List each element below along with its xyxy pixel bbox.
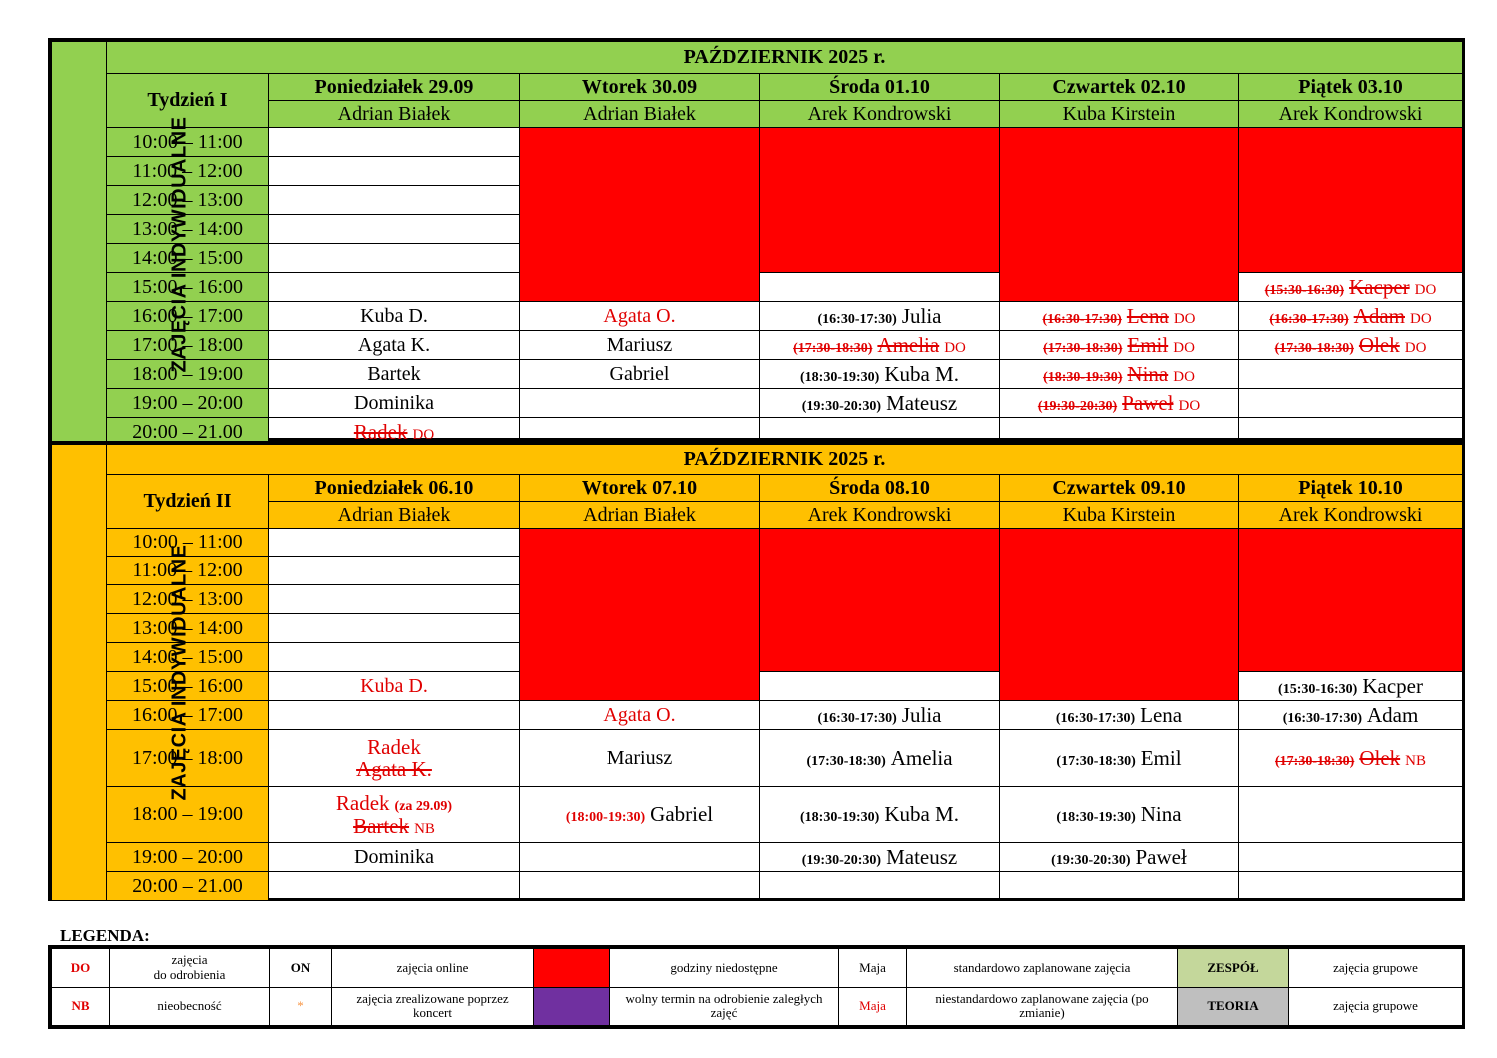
- lesson-cell: Kuba D.: [269, 672, 520, 701]
- lesson-cell: Radek DO: [269, 418, 520, 447]
- lesson-cell: (18:00-19:30) Gabriel: [520, 787, 760, 843]
- unavailable-cell: [760, 529, 1000, 672]
- legend-nb-key: NB: [52, 987, 110, 1026]
- slot-cell: [269, 157, 520, 186]
- time-slot: 20:00 – 21.00: [107, 418, 269, 447]
- lesson-cell: Dominika: [269, 843, 520, 872]
- slot-cell: [520, 389, 760, 418]
- lesson-cell: Mariusz: [520, 331, 760, 360]
- slot-cell: [269, 244, 520, 273]
- lesson-cell: (17:30-18:30) Emil DO: [1000, 331, 1239, 360]
- slot-cell: [760, 672, 1000, 701]
- day-header: Środa 01.10: [760, 74, 1000, 101]
- time-slot: 11:00 – 12:00: [107, 557, 269, 585]
- day-header: Wtorek 30.09: [520, 74, 760, 101]
- slot-cell: [1239, 872, 1463, 901]
- teacher-name: Adrian Białek: [269, 502, 520, 529]
- lesson-cell: Agata K.: [269, 331, 520, 360]
- lesson-cell: (15:30-16:30) Kacper: [1239, 672, 1463, 701]
- time-slot: 20:00 – 21.00: [107, 872, 269, 901]
- week-label: Tydzień I: [107, 74, 269, 128]
- legend-zespol-desc: zajęcia grupowe: [1289, 949, 1463, 988]
- lesson-cell: Radek Agata K.: [269, 730, 520, 787]
- slot-cell: [269, 529, 520, 557]
- lesson-cell: (17:30-18:30) Amelia: [760, 730, 1000, 787]
- slot-cell: [520, 872, 760, 901]
- slot-cell: [1239, 843, 1463, 872]
- unavailable-cell: [1000, 529, 1239, 701]
- teacher-name: Kuba Kirstein: [1000, 502, 1239, 529]
- week-1-schedule: [48, 38, 1465, 444]
- slot-cell: [269, 585, 520, 614]
- lesson-cell: (16:30-17:30) Julia: [760, 701, 1000, 730]
- day-header: Środa 08.10: [760, 475, 1000, 502]
- legend-do-desc: zajęcia do odrobienia: [110, 949, 270, 988]
- lesson-cell: (17:30-18:30) Olek NB: [1239, 730, 1463, 787]
- lesson-cell: Agata O.: [520, 701, 760, 730]
- lesson-cell: (16:30-17:30) Lena DO: [1000, 302, 1239, 331]
- legend-red-desc: godziny niedostępne: [610, 949, 839, 988]
- slot-cell: [269, 643, 520, 672]
- legend-purple-desc: wolny termin na odrobienie zaległych zajęć: [610, 987, 839, 1026]
- lesson-cell: (16:30-17:30) Adam: [1239, 701, 1463, 730]
- legend: [48, 945, 1465, 1029]
- day-header: Czwartek 02.10: [1000, 74, 1239, 101]
- teacher-name: Arek Kondrowski: [1239, 502, 1463, 529]
- day-header: Czwartek 09.10: [1000, 475, 1239, 502]
- time-slot: 15:00 – 16:00: [107, 273, 269, 302]
- slot-cell: (15:30-16:30) Kacper DO: [1239, 273, 1463, 302]
- lesson-cell: Bartek: [269, 360, 520, 389]
- slot-cell: [269, 186, 520, 215]
- week-2-schedule: [48, 441, 1465, 901]
- day-header: Poniedziałek 29.09: [269, 74, 520, 101]
- legend-maja-red-key: Maja: [839, 987, 907, 1026]
- lesson-cell: (18:30-19:30) Kuba M.: [760, 360, 1000, 389]
- unavailable-cell: [760, 128, 1000, 273]
- slot-cell: [269, 614, 520, 643]
- time-slot: 10:00 – 11:00: [107, 529, 269, 557]
- time-slot: 14:00 – 15:00: [107, 244, 269, 273]
- unavailable-cell: [520, 529, 760, 701]
- time-slot: 17:00 – 18:00: [107, 730, 269, 787]
- lesson-cell: Agata O.: [520, 302, 760, 331]
- lesson-cell: (19:30-20:30) Mateusz: [760, 843, 1000, 872]
- legend-nb-desc: nieobecność: [110, 987, 270, 1026]
- legend-on-key: ON: [270, 949, 332, 988]
- slot-cell: [269, 128, 520, 157]
- legend-maja-red-desc: niestandardowo zaplanowane zajęcia (po zmianie): [907, 987, 1178, 1026]
- time-slot: 19:00 – 20:00: [107, 843, 269, 872]
- legend-maja-key: Maja: [839, 949, 907, 988]
- legend-teoria-key: TEORIA: [1178, 987, 1289, 1026]
- slot-cell: [760, 273, 1000, 302]
- lesson-cell: (18:30-19:30) Nina: [1000, 787, 1239, 843]
- time-slot: 17:00 – 18:00: [107, 331, 269, 360]
- side-label: ZAJĘCIA INDYWIDUALNE: [52, 445, 107, 901]
- unavailable-cell: [520, 128, 760, 302]
- time-slot: 11:00 – 12:00: [107, 157, 269, 186]
- lesson-cell: (19:30-20:30) Paweł DO: [1000, 389, 1239, 418]
- day-header: Poniedziałek 06.10: [269, 475, 520, 502]
- teacher-name: Arek Kondrowski: [1239, 101, 1463, 128]
- time-slot: 18:00 – 19:00: [107, 360, 269, 389]
- teacher-name: Adrian Białek: [520, 502, 760, 529]
- time-slot: 13:00 – 14:00: [107, 614, 269, 643]
- slot-cell: [269, 557, 520, 585]
- time-slot: 14:00 – 15:00: [107, 643, 269, 672]
- time-slot: 16:00 – 17:00: [107, 302, 269, 331]
- slot-cell: [520, 843, 760, 872]
- lesson-cell: (16:30-17:30) Adam DO: [1239, 302, 1463, 331]
- lesson-cell: Mariusz: [520, 730, 760, 787]
- legend-teoria-desc: zajęcia grupowe: [1289, 987, 1463, 1026]
- slot-cell: [1239, 389, 1463, 418]
- lesson-cell: (16:30-17:30) Lena: [1000, 701, 1239, 730]
- time-slot: 13:00 – 14:00: [107, 215, 269, 244]
- legend-star-desc: zajęcia zrealizowane poprzez koncert: [332, 987, 534, 1026]
- slot-cell: [1000, 872, 1239, 901]
- legend-red-swatch: [534, 949, 610, 988]
- time-slot: 16:00 – 17:00: [107, 701, 269, 730]
- teacher-name: Adrian Białek: [269, 101, 520, 128]
- legend-purple-swatch: [534, 987, 610, 1026]
- legend-maja-desc: standardowo zaplanowane zajęcia: [907, 949, 1178, 988]
- slot-cell: [760, 872, 1000, 901]
- time-slot: 12:00 – 13:00: [107, 186, 269, 215]
- teacher-name: Adrian Białek: [520, 101, 760, 128]
- day-header: Piątek 10.10: [1239, 475, 1463, 502]
- time-slot: 15:00 – 16:00: [107, 672, 269, 701]
- slot-cell: [269, 215, 520, 244]
- month-title: PAŹDZIERNIK 2025 r.: [107, 445, 1463, 475]
- legend-title: LEGENDA:: [60, 926, 150, 945]
- unavailable-cell: [1239, 529, 1463, 672]
- day-header: Wtorek 07.10: [520, 475, 760, 502]
- lesson-cell: (17:30-18:30) Amelia DO: [760, 331, 1000, 360]
- time-slot: 19:00 – 20:00: [107, 389, 269, 418]
- time-slot: 18:00 – 19:00: [107, 787, 269, 843]
- lesson-cell: (18:30-19:30) Kuba M.: [760, 787, 1000, 843]
- month-title: PAŹDZIERNIK 2025 r.: [107, 42, 1463, 74]
- legend-star-key: *: [270, 987, 332, 1026]
- slot-cell: [1239, 787, 1463, 843]
- teacher-name: Arek Kondrowski: [760, 101, 1000, 128]
- lesson-cell: Radek (za 29.09) Bartek NB: [269, 787, 520, 843]
- time-slot: 12:00 – 13:00: [107, 585, 269, 614]
- lesson-cell: (17:30-18:30) Olek DO: [1239, 331, 1463, 360]
- lesson-cell: Kuba D.: [269, 302, 520, 331]
- legend-do-key: DO: [52, 949, 110, 988]
- slot-cell: [1239, 360, 1463, 389]
- teacher-name: Arek Kondrowski: [760, 502, 1000, 529]
- lesson-cell: (16:30-17:30) Julia: [760, 302, 1000, 331]
- legend-zespol-key: ZESPÓŁ: [1178, 949, 1289, 988]
- legend-on-desc: zajęcia online: [332, 949, 534, 988]
- lesson-cell: (17:30-18:30) Emil: [1000, 730, 1239, 787]
- teacher-name: Kuba Kirstein: [1000, 101, 1239, 128]
- time-slot: 10:00 – 11:00: [107, 128, 269, 157]
- unavailable-cell: [1239, 128, 1463, 273]
- lesson-cell: (19:30-20:30) Mateusz: [760, 389, 1000, 418]
- slot-cell: [269, 273, 520, 302]
- lesson-cell: (18:30-19:30) Nina DO: [1000, 360, 1239, 389]
- side-label: ZAJĘCIA INDYWIDUALNE: [52, 42, 107, 447]
- week-label: Tydzień II: [107, 475, 269, 529]
- unavailable-cell: [1000, 128, 1239, 302]
- lesson-cell: Dominika: [269, 389, 520, 418]
- slot-cell: [269, 872, 520, 901]
- slot-cell: [269, 701, 520, 730]
- day-header: Piątek 03.10: [1239, 74, 1463, 101]
- lesson-cell: Gabriel: [520, 360, 760, 389]
- lesson-cell: (19:30-20:30) Paweł: [1000, 843, 1239, 872]
